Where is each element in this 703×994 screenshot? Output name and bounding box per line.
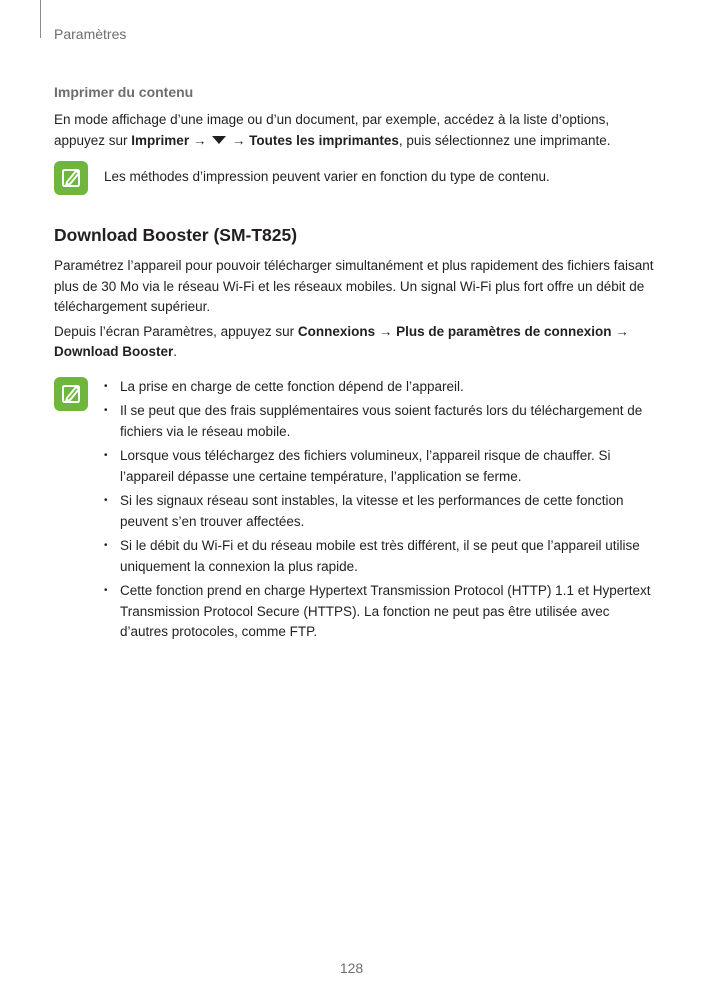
arrow-text: → — [375, 323, 397, 339]
print-note-text: Les méthodes d’impression peuvent varier en fonction du type de contenu. — [104, 169, 550, 185]
more-connection-settings-label: Plus de paramètres de connexion — [396, 323, 612, 339]
list-item-text: Il se peut que des frais supplémentaires vous soient facturés lors du téléchargement de fichiers via le réseau mobile. — [120, 403, 643, 439]
dropdown-triangle-icon — [211, 131, 227, 152]
print-instructions — [54, 110, 654, 151]
print-text-prefix: appuyez sur — [54, 132, 132, 148]
list-item — [104, 401, 654, 442]
connections-label: Connexions — [297, 323, 376, 339]
list-item — [104, 377, 654, 398]
booster-notes-list — [104, 377, 654, 643]
download-booster-title: Download Booster (SM-T825) — [54, 225, 298, 246]
bullet-icon: • — [104, 380, 108, 392]
arrow-text: → — [228, 132, 250, 148]
print-heading: Imprimer du contenu — [54, 84, 194, 100]
bullet-icon: • — [104, 540, 108, 552]
list-item-text: La prise en charge de cette fonction dépend de l’appareil. — [120, 378, 464, 394]
all-printers-label: Toutes les imprimantes — [249, 132, 399, 148]
arrow-text: → — [611, 323, 629, 339]
bullet-icon: • — [104, 585, 108, 597]
header-divider — [40, 0, 41, 38]
list-item-text: Si le débit du Wi-Fi et du réseau mobile est très différent, il se peut que l’appareil utilise uniquement la connexion la plus rapide. — [120, 538, 640, 574]
path-suffix: . — [173, 344, 178, 360]
print-note — [54, 161, 654, 197]
list-item-text: Cette fonction prend en charge Hypertext Transmission Protocol (HTTP) 1.1 et Hypertext Transmission Protocol Secure (HTTPS). La fonction ne peut pas être utilisée avec d’autres protocoles, comme FTP. — [120, 583, 651, 640]
list-item-text: Si les signaux réseau sont instables, la vitesse et les performances de cette fonction peuvent s’en trouver affectées. — [120, 493, 624, 529]
booster-notes — [54, 377, 654, 643]
print-menu-label: Imprimer — [131, 132, 190, 148]
print-instructions-line-1: En mode affichage d’une image ou d’un document, par exemple, accédez à la liste d’options, — [54, 112, 610, 127]
list-item — [104, 536, 654, 577]
bullet-icon: • — [104, 405, 108, 417]
list-item — [104, 491, 654, 532]
download-booster-label: Download Booster — [54, 344, 174, 360]
list-item — [104, 446, 654, 487]
booster-intro: Paramétrez l’appareil pour pouvoir télécharger simultanément et plus rapidement des fichiers faisant plus de 30 Mo via le réseau Wi-Fi et les réseaux mobiles. Un signal Wi-Fi plus fort offre un débit de téléchargement supérieur. — [54, 258, 654, 315]
booster-settings-path — [54, 322, 654, 363]
print-text-suffix: , puis sélectionnez une imprimante. — [398, 132, 611, 148]
arrow-text: → — [189, 132, 211, 148]
bullet-icon: • — [104, 450, 108, 462]
list-item-text: Lorsque vous téléchargez des fichiers volumineux, l’appareil risque de chauffer. Si l’appareil dépasse une certaine température, l’application se ferme. — [120, 448, 611, 484]
page-number: 128 — [339, 960, 364, 976]
path-prefix: Depuis l’écran Paramètres, appuyez sur — [54, 323, 298, 339]
note-pencil-icon — [54, 161, 88, 195]
main-content — [54, 84, 654, 647]
note-pencil-icon — [54, 377, 88, 411]
page-header-title: Paramètres — [54, 26, 127, 42]
bullet-icon: • — [104, 495, 108, 507]
list-item — [104, 581, 654, 643]
